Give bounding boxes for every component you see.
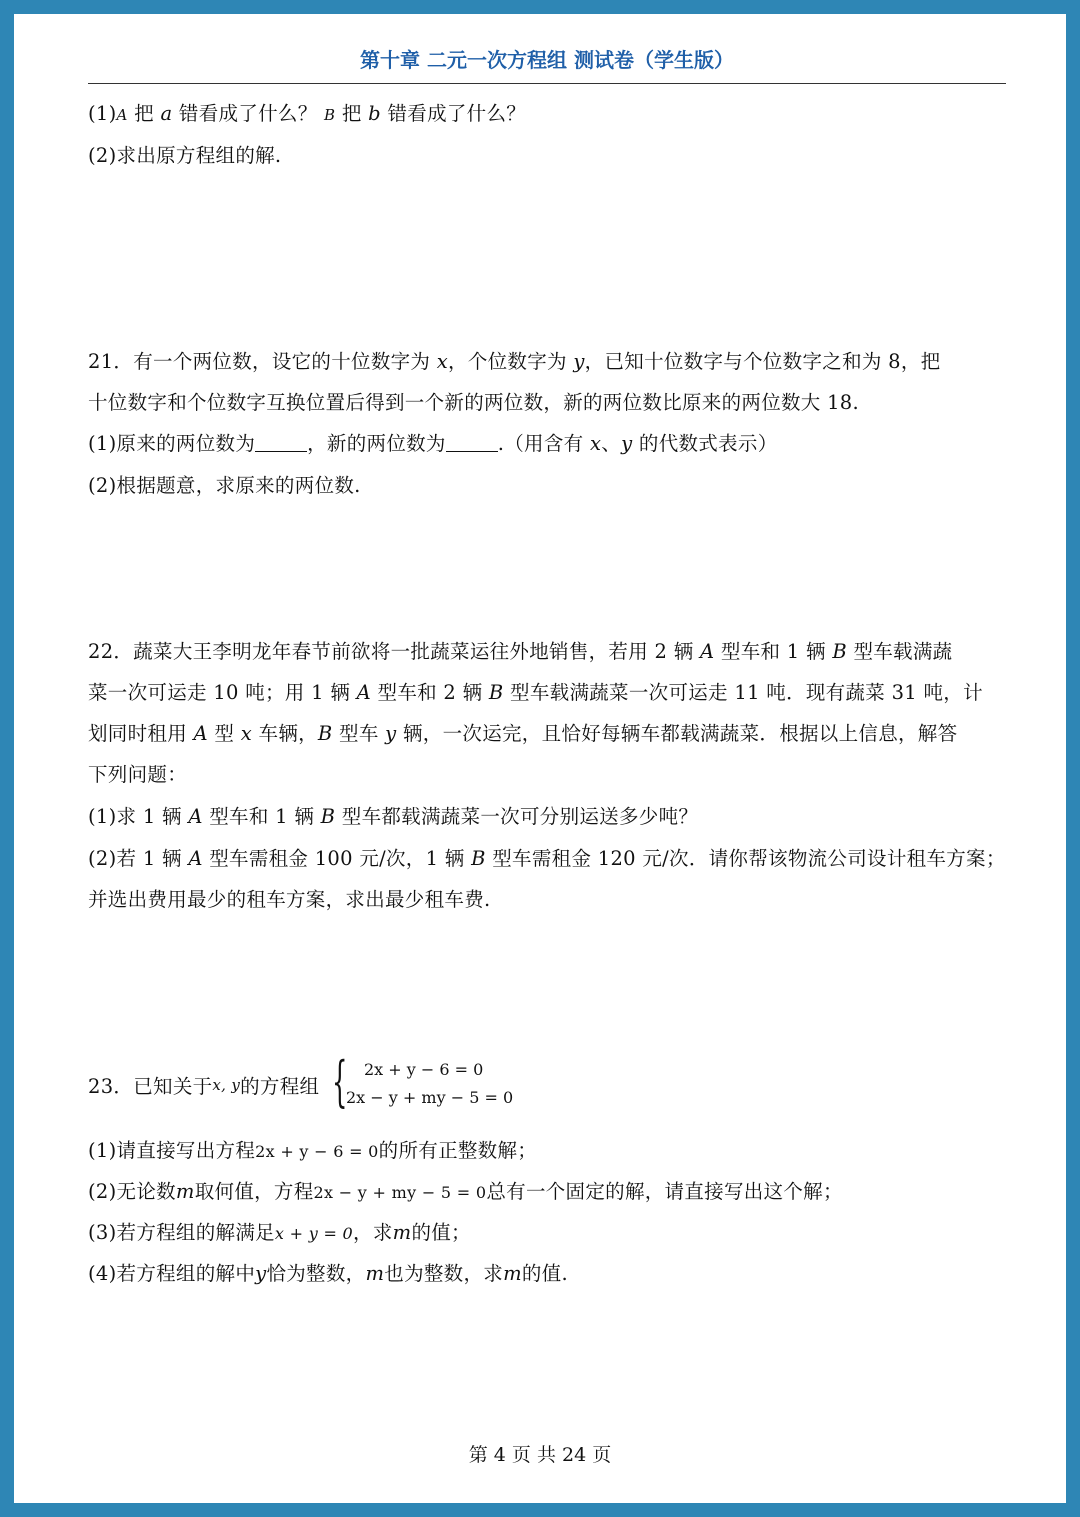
math-var: B: [832, 640, 847, 663]
math-var: A: [356, 681, 372, 704]
text: 的值；: [411, 1221, 471, 1244]
text: 划同时租用: [88, 722, 194, 745]
q22-line4: 下列问题：: [88, 763, 188, 786]
text: ，个位数字为: [448, 350, 574, 373]
text: 的方程组: [240, 1075, 320, 1098]
text: 总有一个固定的解，请直接写出这个解；: [486, 1180, 843, 1203]
text: (1)原来的两位数为: [88, 432, 256, 455]
q22-part1: [88, 801, 998, 829]
text: 错看成了什么？: [380, 102, 527, 125]
text: ，求: [353, 1221, 393, 1244]
text: .（用含有: [497, 432, 590, 455]
q20-part1: [88, 98, 998, 126]
text: 21．有一个两位数，设它的十位数字为: [88, 350, 437, 373]
text: ，新的两位数为: [307, 432, 446, 455]
math-var: x: [436, 350, 449, 373]
math-var: a: [160, 102, 173, 125]
math-var: A: [116, 106, 128, 124]
text: (2)若 1 辆: [88, 847, 189, 870]
math-var: B: [317, 722, 333, 745]
math-var: m: [365, 1262, 385, 1285]
system-equation-1: 2x + y − 6 = 0: [364, 1060, 484, 1079]
text: 22．蔬菜大王李明龙年春节前欲将一批蔬菜运往外地销售，若用 2 辆: [88, 640, 701, 663]
equation-system: [332, 1050, 522, 1116]
text: 的值.: [521, 1262, 568, 1285]
math-var: x: [589, 432, 602, 455]
text: 型车载满蔬菜一次可运走 11 吨．现有蔬菜 31 吨，计: [503, 681, 983, 704]
q22-part2-cont: 并选出费用最少的租车方案，求出最少租车费.: [88, 888, 491, 911]
header-divider: [88, 83, 1006, 84]
q20-part2: (2)求出原方程组的解.: [88, 144, 282, 167]
math-var: y: [573, 350, 585, 373]
math-var: B: [471, 847, 486, 870]
text: (1)求 1 辆: [88, 805, 189, 828]
text: 车辆，: [252, 722, 318, 745]
math-var: x, y: [212, 1076, 241, 1094]
q23-part1: [88, 1135, 998, 1163]
math-var: A: [193, 722, 208, 745]
q21-part1: [88, 428, 998, 456]
text: (1): [88, 102, 117, 125]
q22-line3: [88, 718, 998, 746]
system-equation-2: 2x − y + my − 5 = 0: [346, 1088, 514, 1107]
math-var: A: [188, 847, 203, 870]
q21-line1: [88, 346, 998, 374]
answer-blank[interactable]: [255, 433, 307, 452]
math-var: y: [621, 432, 633, 455]
math-expr: 2x − y + my − 5 = 0: [313, 1183, 487, 1202]
q21-line2: 十位数字和个位数字互换位置后得到一个新的两位数，新的两位数比原来的两位数大 18.: [88, 391, 860, 414]
text: ，已知十位数字与个位数字之和为 8，把: [584, 350, 941, 373]
text: 的所有正整数解；: [378, 1139, 538, 1162]
text: 型车和 1 辆: [202, 805, 321, 828]
q22-part2: [88, 843, 1006, 871]
q23-part3: [88, 1217, 998, 1245]
text: (1)请直接写出方程: [88, 1139, 256, 1162]
text: 取何值，方程: [194, 1180, 314, 1203]
answer-blank[interactable]: [446, 433, 498, 452]
q22-line2: [88, 677, 998, 705]
text: 型车需租金 120 元/次．请你帮该物流公司设计租车方案；: [485, 847, 1006, 870]
text: (4)若方程组的解中: [88, 1262, 256, 1285]
q23-stem: [88, 1071, 998, 1099]
math-expr: x + y = 0: [274, 1224, 354, 1243]
text: 型车都载满蔬菜一次可分别运送多少吨？: [335, 805, 699, 828]
text: 错看成了什么？: [172, 102, 325, 125]
math-expr: 2x + y − 6 = 0: [255, 1142, 379, 1161]
math-var: y: [385, 722, 397, 745]
text: 辆，一次运完，且恰好每辆车都载满蔬菜．根据以上信息，解答: [396, 722, 958, 745]
math-var: A: [700, 640, 715, 663]
q21-part2: (2)根据题意，求原来的两位数.: [88, 474, 361, 497]
text: 型车和 1 辆: [714, 640, 833, 663]
math-var: m: [392, 1221, 412, 1244]
math-var: m: [175, 1180, 195, 1203]
text: 把: [127, 102, 161, 125]
q22-line1: [88, 636, 998, 664]
text: 菜一次可运走 10 吨；用 1 辆: [88, 681, 357, 704]
text: 型车载满蔬: [846, 640, 953, 663]
q23-part4: [88, 1258, 998, 1286]
text: 的代数式表示）: [632, 432, 778, 455]
math-var: b: [368, 102, 381, 125]
text: 23．已知关于: [88, 1075, 213, 1098]
math-var: y: [255, 1262, 267, 1285]
text: 把: [335, 102, 369, 125]
page-number-footer: 第 4 页 共 24 页: [468, 1444, 612, 1466]
math-var: x: [240, 722, 253, 745]
text: 型: [207, 722, 241, 745]
q23-part2: [88, 1176, 998, 1204]
text: 、: [601, 432, 622, 455]
text: 也为整数，求: [384, 1262, 504, 1285]
math-var: B: [488, 681, 504, 704]
math-var: A: [188, 805, 203, 828]
page-header-title: 第十章 二元一次方程组 测试卷（学生版）: [360, 48, 734, 72]
left-brace: {: [332, 1050, 348, 1113]
text: (3)若方程组的解满足: [88, 1221, 275, 1244]
math-var: B: [320, 805, 336, 828]
text: 型车需租金 100 元/次，1 辆: [202, 847, 472, 870]
math-var: B: [324, 106, 336, 124]
text: 型车和 2 辆: [371, 681, 489, 704]
page: [14, 14, 1066, 1503]
math-var: m: [503, 1262, 522, 1285]
text: 型车: [332, 722, 386, 745]
text: 恰为整数，: [266, 1262, 366, 1285]
text: (2)无论数: [88, 1180, 176, 1203]
